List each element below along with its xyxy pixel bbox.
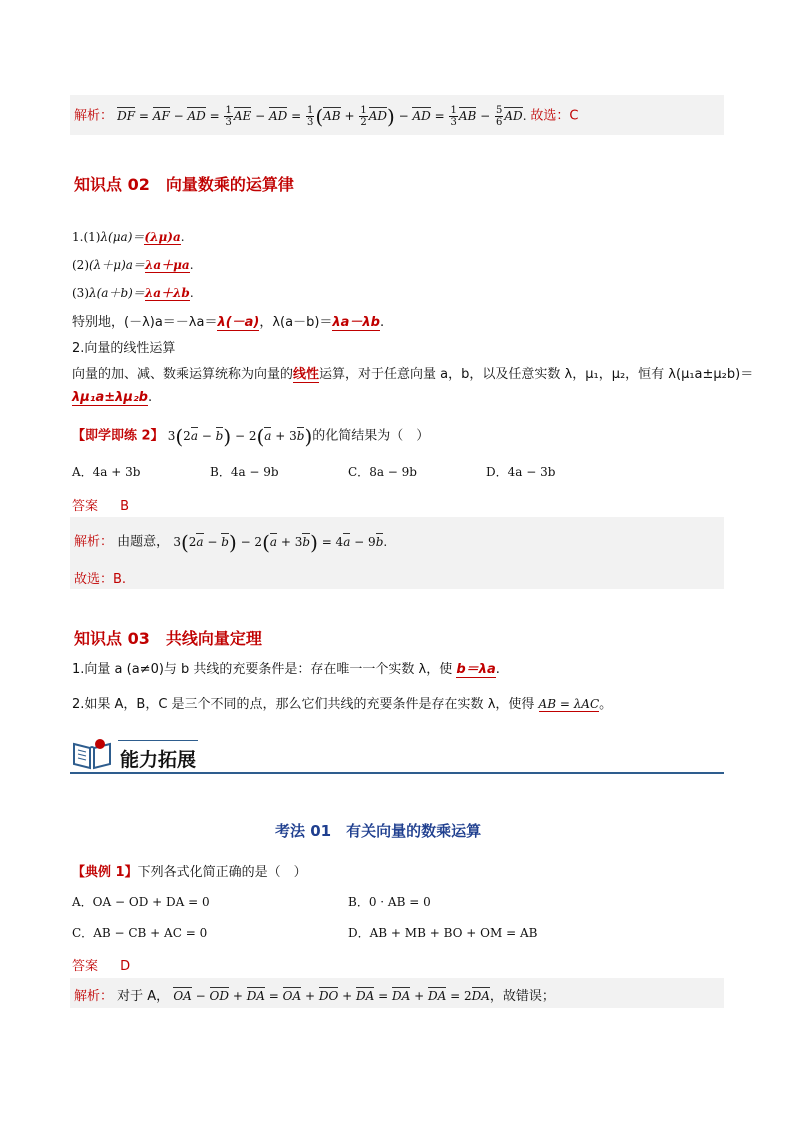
practice2-option-d[interactable] xyxy=(486,463,555,480)
analysis-equation: 3(2a − b) − 2(a + 3b) = 4a − 9b. xyxy=(173,530,388,554)
answer-label: 答案 xyxy=(72,499,99,514)
section-top-rule xyxy=(118,740,198,741)
kp02-line-5: 2.向量的线性运算 xyxy=(72,341,176,356)
kp02-line-2: (2)(λ＋μ)a＝λa＋μa. xyxy=(72,258,194,272)
section-rule xyxy=(70,772,724,774)
option-value: OA − OD + DA = 0 xyxy=(92,895,210,909)
kp02-l4-text: 特别地，(－λ)a＝－λa＝ xyxy=(72,315,218,330)
option-letter: A． xyxy=(72,895,93,909)
option-letter: D． xyxy=(486,465,508,479)
kp03-l2-text: 2.如果 A，B，C 是三个不同的点，那么它们共线的充要条件是存在实数 λ，使得 xyxy=(72,697,535,712)
kp02-l7-answer: λμ₁a±λμ₂b xyxy=(72,390,148,405)
example1-option-a[interactable] xyxy=(72,893,210,910)
answer-value: B xyxy=(120,499,130,514)
practice2-stem-suffix: 的化简结果为（ ） xyxy=(312,428,430,444)
example1-option-b[interactable] xyxy=(348,893,431,910)
example1-analysis xyxy=(74,985,555,1004)
option-letter: B． xyxy=(210,465,231,479)
kp02-l4-answer-2: λa－λb xyxy=(332,315,380,330)
kp03-l2-answer: AB = λAC xyxy=(538,697,600,711)
option-value: 8a − 9b xyxy=(369,465,417,479)
kp02-l3-lhs: λ(a＋b)＝ xyxy=(89,286,145,300)
kp02-l3-prefix: (3) xyxy=(72,286,89,300)
example1-option-c[interactable] xyxy=(72,924,207,941)
analysis-line-1 xyxy=(74,104,578,128)
analysis-equation: OA − OD + DA = OA + DO + DA = DA + DA = 2DA xyxy=(173,989,490,1003)
book-icon xyxy=(72,736,112,770)
practice2-expression: 3(2a − b) − 2(a + 3b) xyxy=(167,424,313,448)
kp02-line-6 xyxy=(72,363,753,382)
kp02-l6-b: 运算，对于任意向量 a，b，以及任意实数 λ，μ₁，μ₂，恒有 λ(μ₁a±μ₂b)＝ xyxy=(319,367,754,382)
option-letter: C． xyxy=(72,926,94,940)
practice2-answer xyxy=(72,495,129,514)
kp02-line-7: λμ₁a±λμ₂b. xyxy=(72,390,153,405)
example1-stem xyxy=(72,861,307,880)
method01-title: 考法 01 有关向量的数乘运算 xyxy=(275,822,482,840)
analysis-label: 解析： xyxy=(74,989,114,1004)
practice2-option-a[interactable] xyxy=(72,463,140,480)
kp02-l2-prefix: (2) xyxy=(72,258,89,272)
analysis-label: 解析： xyxy=(74,108,114,124)
kp02-l3-answer: λa＋λb xyxy=(144,286,190,300)
option-letter: B． xyxy=(348,895,369,909)
analysis-conclusion: 故选：C xyxy=(530,108,579,124)
practice2-conclusion: 故选：B. xyxy=(74,572,127,587)
kp02-title: 知识点 02 向量数乘的运算律 xyxy=(74,175,294,194)
option-value: 4a − 3b xyxy=(507,465,556,479)
practice2-analysis xyxy=(74,530,387,554)
option-value: 0 · AB = 0 xyxy=(368,895,431,909)
answer-value: D xyxy=(120,959,131,974)
kp02-l4-answer-1: λ(－a) xyxy=(217,315,260,330)
practice2-option-b[interactable] xyxy=(210,463,279,480)
analysis-text: 由题意， xyxy=(117,534,170,550)
example1-answer xyxy=(72,955,130,974)
vector-equation: DF = AF − AD = $\frac{1}{3}$ AE − AD = $\frac{1}{3}$ (AB + $\frac{1}{2}$ AD) − AD = $\frac{1}{3}$ AB − $\frac{5}{6}$ AD. xyxy=(117,104,531,128)
option-value: 4a − 9b xyxy=(230,465,279,479)
practice2-tag: 【即学即练 2】 xyxy=(72,428,164,444)
answer-label: 答案 xyxy=(72,959,99,974)
kp02-l4-mid: ，λ(a－b)＝ xyxy=(259,315,333,330)
kp03-l1-answer: b＝λa xyxy=(456,662,496,677)
option-value: 4a + 3b xyxy=(92,465,141,479)
analysis-end: ，故错误； xyxy=(489,989,555,1004)
option-value: AB + MB + BO + OM = AB xyxy=(369,926,538,940)
kp02-l6-a: 向量的加、减、数乘运算统称为向量的 xyxy=(72,367,294,382)
kp02-l1-prefix: 1.(1) xyxy=(72,230,101,244)
option-letter: A． xyxy=(72,465,93,479)
option-letter: C． xyxy=(348,465,370,479)
kp03-line-2 xyxy=(72,693,612,712)
kp02-l1-answer: (λμ)a xyxy=(144,230,181,244)
kp03-l2-end: 。 xyxy=(599,697,613,712)
example1-tag: 【典例 1】 xyxy=(72,865,138,880)
analysis-text: 对于 A， xyxy=(117,989,170,1004)
example1-option-d[interactable] xyxy=(348,924,537,941)
kp03-line-1: 1.向量 a (a≠0)与 b 共线的充要条件是：存在唯一一个实数 λ，使 b＝λa. xyxy=(72,662,500,677)
kp02-line-3: (3)λ(a＋b)＝λa＋λb. xyxy=(72,286,194,300)
analysis-label: 解析： xyxy=(74,534,114,550)
kp03-l1-text: 1.向量 a (a≠0)与 b 共线的充要条件是：存在唯一一个实数 λ，使 xyxy=(72,662,453,677)
kp02-l6-answer: 线性 xyxy=(293,367,320,382)
kp02-l1-lhs: λ(μa)＝ xyxy=(100,230,145,244)
option-letter: D． xyxy=(348,926,370,940)
section-title: 能力拓展 xyxy=(120,749,197,771)
kp02-l2-answer: λa＋μa xyxy=(144,258,190,272)
kp02-line-4: 特别地，(－λ)a＝－λa＝λ(－a)，λ(a－b)＝λa－λb. xyxy=(72,315,385,330)
practice2-stem xyxy=(72,424,429,448)
kp03-title: 知识点 03 共线向量定理 xyxy=(74,629,262,648)
option-value: AB − CB + AC = 0 xyxy=(93,926,208,940)
kp02-l2-lhs: (λ＋μ)a＝ xyxy=(89,258,145,272)
practice2-option-c[interactable] xyxy=(348,463,417,480)
kp02-line-1: 1.(1)λ(μa)＝(λμ)a. xyxy=(72,230,185,244)
example1-stem-text: 下列各式化简正确的是（ ） xyxy=(137,865,307,880)
